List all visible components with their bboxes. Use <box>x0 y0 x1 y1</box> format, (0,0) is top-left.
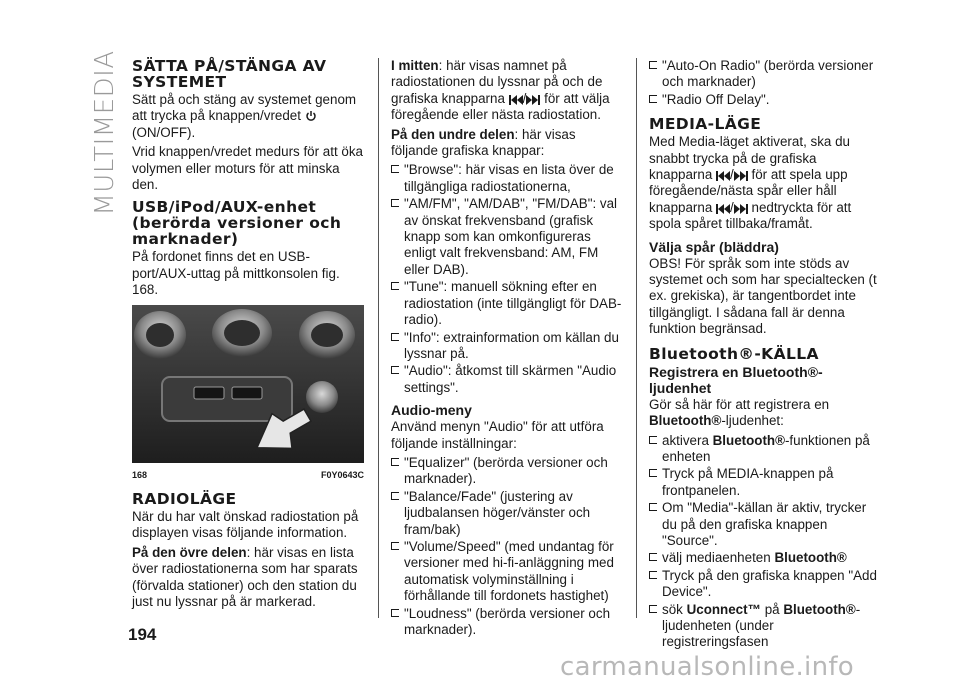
bullet-icon <box>391 199 399 207</box>
bullet-icon <box>391 609 399 617</box>
prev-track-icon <box>716 204 730 214</box>
bullet-list <box>391 162 623 396</box>
console-illustration <box>132 305 364 463</box>
bold-text: Bluetooth® <box>649 413 722 429</box>
column-2 <box>391 58 623 639</box>
heading-radio-mode: RADIOLÄGE <box>132 490 237 509</box>
heading-media-mode: MEDIA-LÄGE <box>649 115 762 134</box>
list-item <box>391 606 623 639</box>
list-item <box>391 196 623 278</box>
list-item-text: Tryck på den grafiska knappen "Add Device". <box>662 567 877 600</box>
text: Sätt på och stäng av systemet genom att trycka på knappen/vredet <box>132 92 357 124</box>
list-item <box>649 433 881 466</box>
column-3 <box>649 58 881 652</box>
text: sök <box>662 601 683 617</box>
figure-code: F0Y0643C <box>320 469 364 480</box>
bullet-icon <box>391 458 399 466</box>
paragraph <box>391 127 623 160</box>
list-item <box>391 489 623 538</box>
lead-text: I mitten <box>391 58 439 73</box>
list-item-text: "Equalizer" (berörda versioner och marknader). <box>404 454 608 487</box>
bullet-icon <box>649 436 657 444</box>
text: -ljudenhet: <box>721 413 784 429</box>
bullet-icon <box>649 553 657 561</box>
power-icon <box>305 110 317 122</box>
bold-text: Bluetooth® <box>712 432 785 448</box>
lead-text: På den övre delen <box>132 544 247 560</box>
text: Gör så här för att registrera en <box>649 396 830 412</box>
paragraph <box>649 397 881 430</box>
text: : här visas namnet på radiostationen du lyssnar på och de grafiska knapparna <box>391 58 603 106</box>
list-item <box>649 58 881 91</box>
bullet-icon <box>391 366 399 374</box>
column-divider <box>378 58 379 618</box>
bullet-icon <box>391 282 399 290</box>
bullet-icon <box>649 571 657 579</box>
paragraph <box>132 545 364 611</box>
column-1 <box>132 58 364 614</box>
list-item <box>391 279 623 328</box>
bullet-icon <box>391 542 399 550</box>
text: för att välja föregående eller nästa radiostation. <box>391 90 610 123</box>
page-number: 194 <box>128 625 157 644</box>
next-track-icon <box>734 204 748 214</box>
prev-track-icon <box>509 95 523 105</box>
paragraph: Med Media-läget aktiverat, ska du snabbt trycka på de grafiska knapparna / för att spela upp föregående/nästa spår eller håll knapparna / nedtryckta för att spola spåret tillbaka/framåt. <box>649 134 852 232</box>
text: -funktionen på enheten <box>662 432 870 464</box>
list-item <box>649 550 881 566</box>
text: välj mediaenheten <box>662 550 771 566</box>
watermark: carmanualsonline.info <box>560 652 855 682</box>
paragraph: OBS! För språk som inte stöds av systemet och som har specialtecken (t ex. grekiska), är tangentbordet inte tillgängligt. I sådana fall är denna funktion begränsad. <box>649 255 877 337</box>
paragraph: När du har valt önskad radiostation på displayen visas följande information. <box>132 509 359 541</box>
bullet-icon <box>391 165 399 173</box>
text: : här visas en lista över radiostationerna som har sparats (förvalda stationer) och den station du just nu lyssnar på är markerad. <box>132 544 358 610</box>
list-item <box>391 539 623 605</box>
bullet-icon <box>391 333 399 341</box>
column-divider <box>636 58 637 618</box>
list-item-text: "Info": extrainformation om källan du lyssnar på. <box>404 329 619 361</box>
list-item-text: "AM/FM", "AM/DAB", "FM/DAB": val av önskat frekvensband (grafisk knapp som kan omkonfigureras enligt valt frekvensband: AM, FM eller DAB). <box>404 196 618 277</box>
bullet-list <box>649 433 881 651</box>
paragraph: I mitten: här visas namnet på radiostationen du lyssnar på och de grafiska knapparna / för att välja föregående eller nästa radiostation. <box>391 58 610 123</box>
bullet-icon <box>649 61 657 69</box>
list-item-text: "Volume/Speed" (med undantag för versioner med hi-fi-anläggning med automatisk volyminställning i förhållande till fordonets hastighet) <box>404 538 614 604</box>
figure-caption <box>132 467 364 483</box>
paragraph: Vrid knappen/vredet medurs för att öka volymen eller moturs för att minska den. <box>132 144 363 193</box>
list-item-text: "Browse": här visas en lista över de tillgängliga radiostationerna, <box>404 162 614 194</box>
paragraph <box>132 92 364 141</box>
text: nedtryckta för att spola spåret tillbaka/framåt. <box>649 199 852 232</box>
list-item <box>391 330 623 363</box>
list-item-text: "Auto-On Radio" (berörda versioner och marknader) <box>662 58 874 90</box>
section-side-title: MULTIMEDIA <box>90 50 120 216</box>
text: Med Media-läget aktiverat, ska du snabbt trycka på de grafiska knapparna <box>649 134 850 183</box>
text: aktivera <box>662 432 709 448</box>
text: för att spela upp föregående/nästa spår eller håll knapparna <box>649 167 848 215</box>
list-item-text: "Tune": manuell sökning efter en radiostation (inte tillgängligt för DAB-radio). <box>404 279 622 328</box>
next-track-icon <box>734 171 748 181</box>
heading-power: SÄTTA PÅ/STÄNGA AV SYSTEMET <box>132 57 327 91</box>
paragraph: Använd menyn "Audio" för att utföra följande inställningar: <box>391 419 604 451</box>
list-item <box>649 500 881 549</box>
text: på <box>764 601 780 617</box>
text: -ljudenheten (under registreringsfasen <box>662 601 861 650</box>
text: : här visas följande grafiska knappar: <box>391 126 576 159</box>
list-item-text: "Radio Off Delay". <box>662 91 770 107</box>
bullet-icon <box>649 469 657 477</box>
lead-text: På den undre delen <box>391 126 515 142</box>
list-item-text: Om "Media"-källan är aktiv, trycker du på den grafiska knappen "Source". <box>662 500 867 548</box>
list-item <box>391 162 623 195</box>
bold-text: Bluetooth® <box>774 550 847 566</box>
bullet-icon <box>649 503 657 511</box>
list-item <box>649 602 881 651</box>
figure-168-console-photo <box>132 305 364 463</box>
heading-register-bluetooth: Registrera en Bluetooth®-ljudenhet <box>649 363 823 396</box>
heading-usb: USB/iPod/AUX-enhet (berörda versioner och marknader) <box>132 198 342 249</box>
figure-number: 168 <box>132 469 148 480</box>
heading-select-track: Välja spår (bläddra) <box>649 238 779 255</box>
bullet-icon <box>649 95 657 103</box>
bold-text: Uconnect™ <box>686 601 761 617</box>
paragraph: På fordonet finns det en USB-port/AUX-uttag på mittkonsolen fig. 168. <box>132 249 340 298</box>
text: (ON/OFF). <box>132 124 196 140</box>
bullet-list <box>391 455 623 638</box>
list-item <box>649 92 881 108</box>
bullet-icon <box>391 492 399 500</box>
list-item <box>391 363 623 396</box>
list-item <box>391 455 623 488</box>
list-item <box>649 466 881 499</box>
list-item-text: Tryck på MEDIA-knappen på frontpanelen. <box>662 466 834 498</box>
bullet-icon <box>649 605 657 613</box>
prev-track-icon <box>716 171 730 181</box>
bullet-list <box>649 58 881 108</box>
heading-bluetooth-source: Bluetooth®-KÄLLA <box>649 344 819 363</box>
bold-text: Bluetooth® <box>783 601 856 617</box>
heading-audio-menu: Audio-meny <box>391 402 472 419</box>
next-track-icon <box>526 95 540 105</box>
list-item-text: "Audio": åtkomst till skärmen "Audio settings". <box>404 363 617 395</box>
list-item-text: "Balance/Fade" (justering av ljudbalansen höger/vänster och fram/bak) <box>404 488 591 537</box>
list-item-text: "Loudness" (berörda versioner och marknader). <box>404 605 611 637</box>
list-item <box>649 568 881 601</box>
